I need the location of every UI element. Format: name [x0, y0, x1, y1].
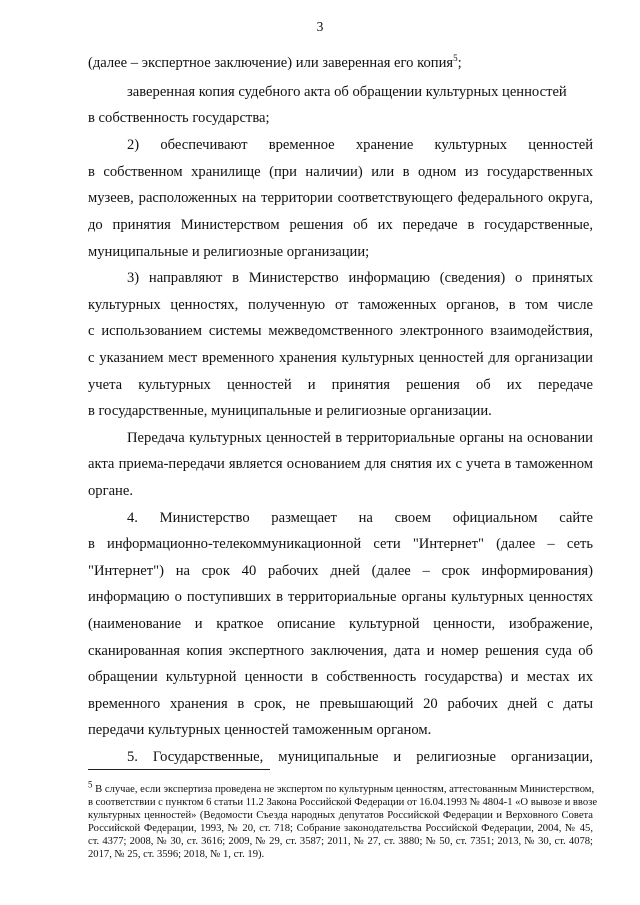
body-line: акта приема-передачи является основанием для снятия их с учета в таможенном: [88, 456, 593, 472]
body-line: в информационно-телекоммуникационной сети "Интернет" (далее – сеть: [88, 536, 593, 552]
footnote-line: 2017, № 25, ст. 3596; 2018, № 1, ст. 19).: [88, 849, 265, 860]
body-line: муниципальные и религиозные организации;: [88, 244, 370, 260]
footnote-marker: 5: [88, 779, 93, 790]
body-line: 3) направляют в Министерство информацию (сведения) о принятых: [127, 270, 593, 286]
body-line: временного хранения в срок, не превышающий 20 рабочих дней с даты: [88, 696, 593, 712]
footnote-line: в соответствии с пунктом 6 статьи 11.2 Закона Российской Федерации от 16.04.1993 № 4804-1 «О вывозе и ввозе: [88, 797, 598, 808]
body-line: в собственность государства;: [88, 110, 270, 126]
body-line: органе.: [88, 483, 133, 499]
footnote-separator: [88, 769, 270, 770]
body-line: [88, 54, 462, 72]
body-line: до принятия Министерством решения об их передаче в государственные,: [88, 217, 593, 233]
footnote-reference: 5: [453, 53, 458, 64]
footnote-line: [88, 779, 595, 796]
body-line: 5. Государственные, муниципальные и религиозные организации,: [127, 749, 593, 765]
body-line: учета культурных ценностей и принятия решения об их передаче: [88, 377, 593, 393]
body-line: с использованием системы межведомственного электронного взаимодействия,: [88, 323, 593, 339]
footnote-line-text: В случае, если экспертиза проведена не экспертом по культурным ценностям, аттестованным Министерством,: [95, 784, 595, 795]
body-line: 2) обеспечивают временное хранение культурных ценностей: [127, 137, 593, 153]
body-line: заверенная копия судебного акта об обращении культурных ценностей: [127, 84, 567, 100]
body-line: информацию о поступивших в территориальные органы культурных ценностях: [88, 589, 593, 605]
body-line: "Интернет") на срок 40 рабочих дней (далее – срок информирования): [88, 563, 593, 579]
body-line: в государственные, муниципальные и религиозные организации.: [88, 403, 492, 419]
body-line: Передача культурных ценностей в территориальные органы на основании: [127, 430, 593, 446]
footnote-line: Российской Федерации, 1993, № 20, ст. 718; Собрание законодательства Российской Федерации, 2004, № 45,: [88, 823, 593, 834]
footnote-line: ст. 4377; 2008, № 30, ст. 3616; 2009, № 29, ст. 3587; 2011, № 27, ст. 3880; № 50, ст. 7351; 2013, № 30, ст. 4078;: [88, 836, 593, 847]
body-line: обращении культурной ценности в собственность государства) и местах их: [88, 669, 593, 685]
body-line: в собственном хранилище (при наличии) или в одном из государственных: [88, 164, 593, 180]
body-line: музеев, расположенных на территории соответствующего федерального округа,: [88, 190, 593, 206]
body-line: (наименование и краткое описание культурной ценности, изображение,: [88, 616, 593, 632]
body-line: 4. Министерство размещает на своем официальном сайте: [127, 510, 593, 526]
body-line: с указанием мест временного хранения культурных ценностей для организации: [88, 350, 593, 366]
body-line: передачи культурных ценностей таможенным органом.: [88, 722, 432, 738]
body-line: культурных ценностях, полученную от таможенных органов, в том числе: [88, 297, 593, 313]
body-line-text: (далее – экспертное заключение) или заверенная его копия: [88, 55, 454, 71]
footnote-line: культурных ценностей» (Ведомости Съезда народных депутатов Российской Федерации и Верховного Совета: [88, 810, 593, 821]
page-number: 3: [316, 19, 324, 34]
body-line-suffix: ;: [457, 55, 462, 71]
body-line: сканированная копия экспертного заключения, дата и номер решения суда об: [88, 643, 593, 659]
